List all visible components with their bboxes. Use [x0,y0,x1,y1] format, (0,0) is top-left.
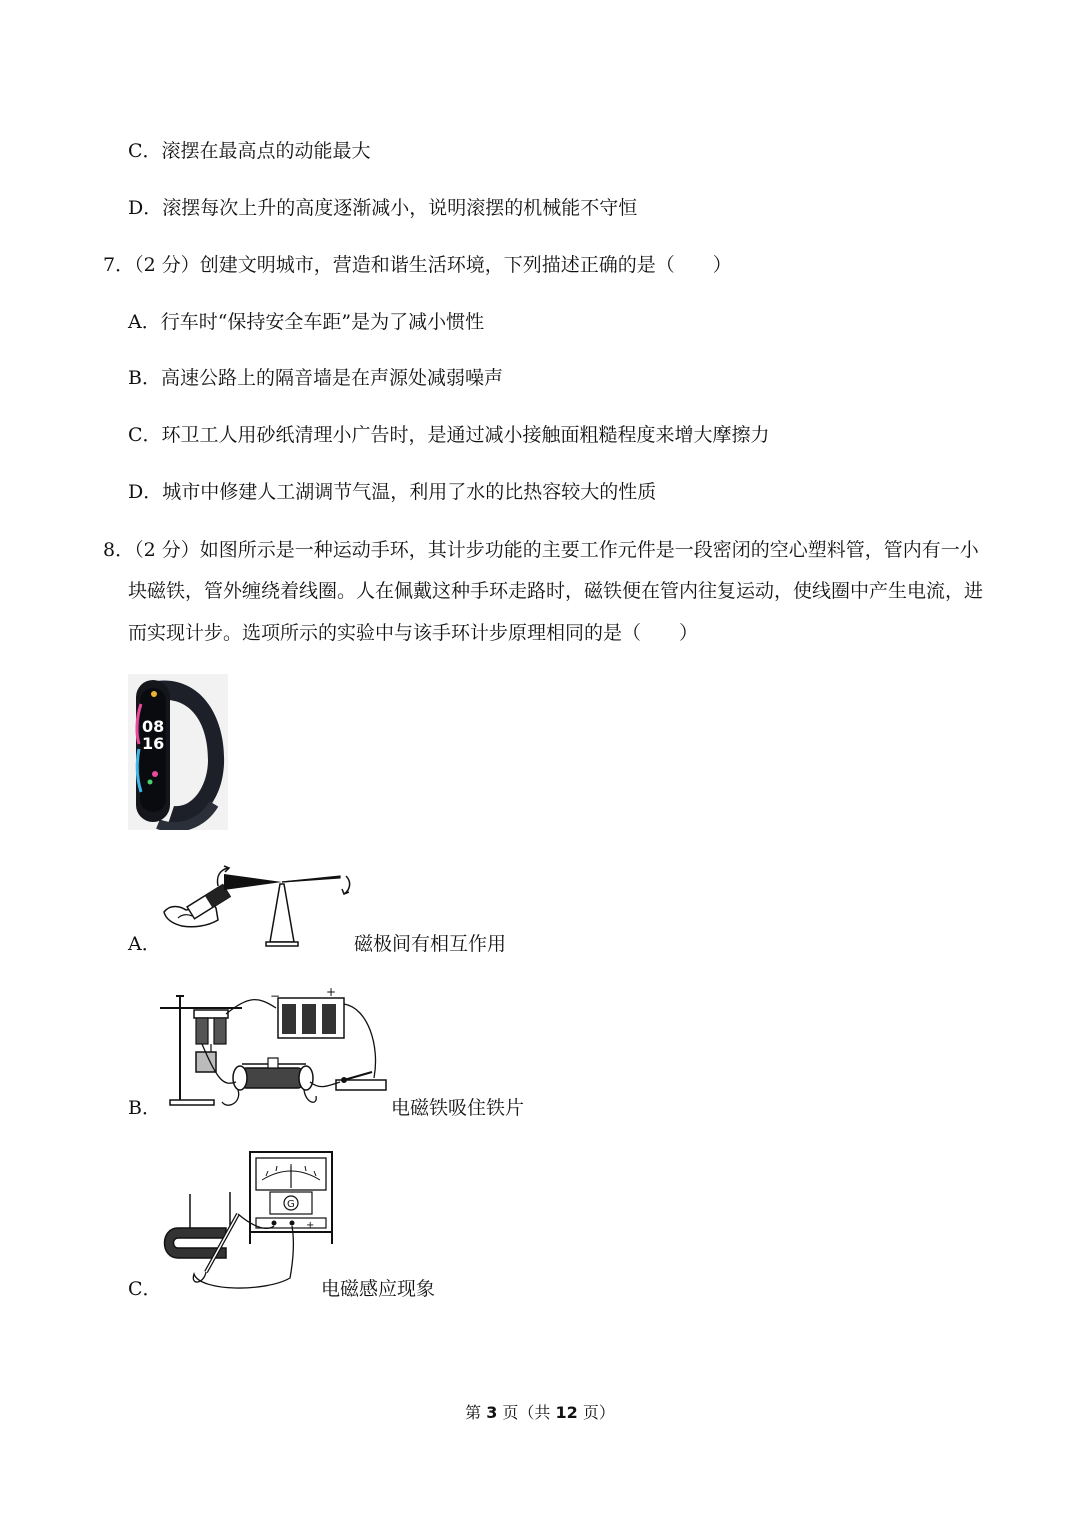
q7-option-d: D．城市中修建人工湖调节气温，利用了水的比热容较大的性质 [128,481,657,503]
footer-total-pages: 12 [555,1403,578,1422]
svg-text:−: − [270,989,281,1003]
galvanometer-induction-diagram [156,1146,336,1294]
svg-text:+: + [306,1220,315,1231]
svg-text:+: + [326,986,337,999]
q7-option-c: C．环卫工人用砂纸清理小广告时，是通过减小接触面粗糙程度来增大摩擦力 [128,424,770,446]
fitness-band-image [128,674,228,830]
q8-option-a-letter: A． [128,933,161,955]
q6-option-d: D．滚摆每次上升的高度逐渐减小，说明滚摆的机械能不守恒 [128,197,638,219]
q7-option-a: A．行车时“保持安全车距”是为了减小惯性 [128,311,485,333]
q8-option-b-caption: 电磁铁吸住铁片 [391,1097,525,1119]
footer-prefix: 第 [465,1403,487,1422]
footer-suffix: 页） [577,1403,615,1422]
page-footer [0,1402,1080,1424]
q6-option-c: C．滚摆在最高点的动能最大 [128,140,371,162]
magnetic-needle-diagram [158,862,358,950]
band-minute: 16 [142,734,165,753]
q8-option-a-caption: 磁极间有相互作用 [354,933,507,955]
q8-stem-line1: 8．（2 分）如图所示是一种运动手环，其计步功能的主要工作元件是一段密闭的空心塑料管，管内有一小 [103,539,979,561]
q7-stem: 7．（2 分）创建文明城市，营造和谐生活环境，下列描述正确的是（ ） [103,254,732,276]
band-hour: 08 [142,717,165,736]
q8-option-c-letter: C． [128,1278,162,1300]
footer-page-number: 3 [486,1403,498,1422]
q8-stem-line2: 块磁铁，管外缠绕着线圈。人在佩戴这种手环走路时，磁铁便在管内往复运动，使线圈中产生电流，进 [128,580,984,602]
electromagnet-circuit-diagram [158,986,390,1110]
q8-stem-line3: 而实现计步。选项所示的实验中与该手环计步原理相同的是（ ） [128,622,699,644]
q7-option-b: B．高速公路上的隔音墙是在声源处减弱噪声 [128,367,503,389]
galvanometer-letter: G [287,1199,295,1210]
q8-option-b-letter: B． [128,1097,161,1119]
footer-middle: 页（共 [497,1403,556,1422]
q8-option-c-caption: 电磁感应现象 [321,1278,436,1300]
